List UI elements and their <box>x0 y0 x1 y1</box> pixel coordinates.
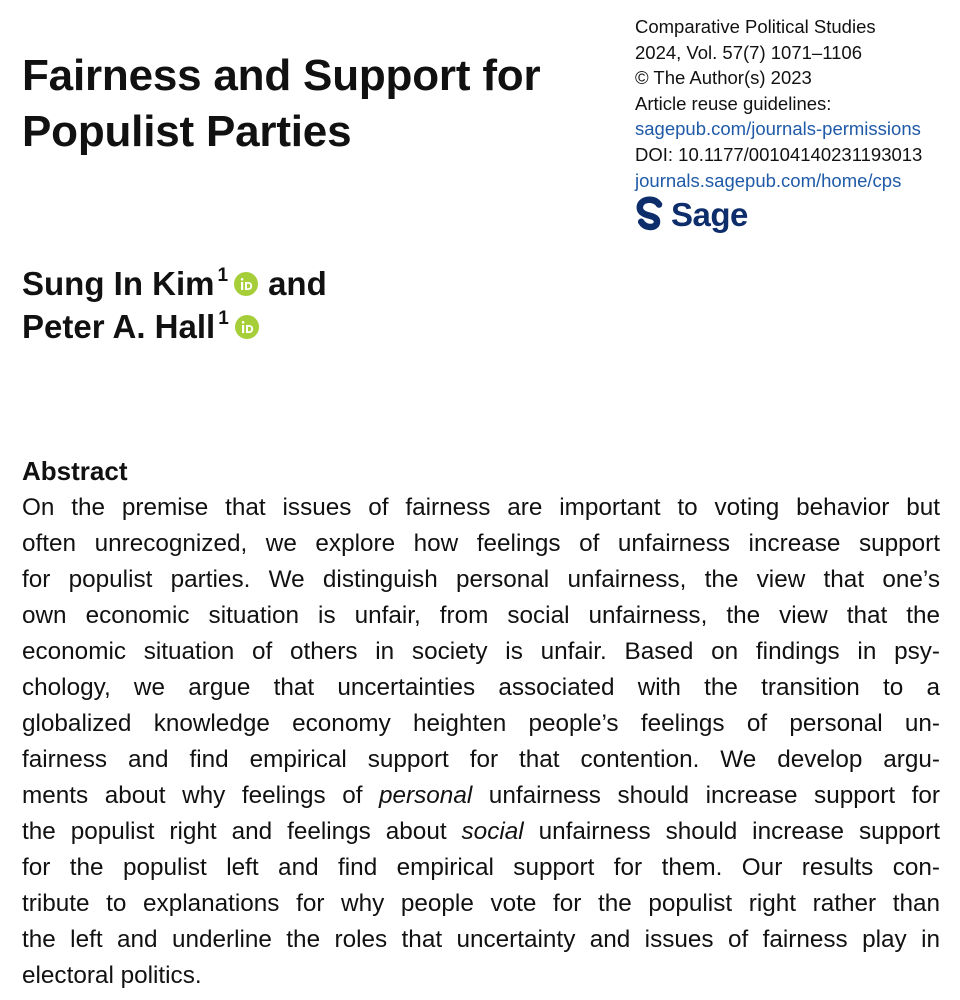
journal-metadata <box>635 14 955 193</box>
author-list <box>22 262 327 348</box>
abstract-line <box>22 562 940 598</box>
abstract-line <box>22 850 940 886</box>
abstract-line <box>22 886 940 922</box>
abstract-text: On the premise that issues of fairness are important to voting behavior but <box>22 494 940 521</box>
abstract-line <box>22 742 940 778</box>
abstract-line <box>22 814 940 850</box>
journal-name: Comparative Political Studies <box>635 16 876 37</box>
abstract-text: tribute to explanations for why people vote for the populist right rather than <box>22 890 940 917</box>
abstract-line <box>22 706 940 742</box>
doi: DOI: 10.1177/00104140231193013 <box>635 143 923 165</box>
abstract-line <box>22 490 940 526</box>
author-name: Sung In Kim <box>22 265 215 302</box>
abstract-line <box>22 598 940 634</box>
orcid-icon[interactable] <box>234 272 258 296</box>
author-row <box>22 262 327 305</box>
abstract-text: the populist right and feelings about <box>22 818 462 845</box>
abstract-text: for the populist left and find empirical support for them. Our results con- <box>22 854 940 881</box>
affiliation-marker: 1 <box>217 265 229 286</box>
abstract-heading: Abstract <box>22 456 128 486</box>
abstract-text: fairness and find empirical support for that contention. We develop argu- <box>22 746 940 773</box>
abstract-text: ments about why feelings of <box>22 782 380 809</box>
sage-logo <box>635 194 748 236</box>
article-title: Fairness and Support for Populist Parties <box>22 51 541 156</box>
orcid-icon[interactable] <box>235 315 259 339</box>
journal-home-link[interactable]: journals.sagepub.com/home/cps <box>635 169 902 191</box>
journal-issue: 2024, Vol. 57(7) 1071–1106 <box>635 41 862 63</box>
copyright-notice: © The Author(s) 2023 <box>635 67 812 89</box>
abstract-emphasis: personal <box>379 782 473 809</box>
abstract-text: unfairness should increase support for <box>472 782 941 809</box>
abstract-text: unfairness should increase support <box>523 818 940 845</box>
abstract-text: the left and underline the roles that uncertainty and issues of fairness play in <box>22 926 940 953</box>
permissions-link[interactable]: sagepub.com/journals-permissions <box>635 118 921 140</box>
abstract-line <box>22 634 940 670</box>
abstract-text: globalized knowledge economy heighten people’s feelings of personal un- <box>22 710 940 737</box>
abstract-emphasis: social <box>461 818 524 845</box>
abstract-text: often unrecognized, we explore how feelings of unfairness increase support <box>22 530 940 557</box>
affiliation-marker: 1 <box>218 308 229 329</box>
abstract-text: chology, we argue that uncertainties associated with the transition to a <box>22 674 940 701</box>
abstract-line <box>22 778 940 814</box>
abstract-text: for populist parties. We distinguish personal unfairness, the view that one’s <box>22 566 940 593</box>
author-connector: and <box>268 265 327 302</box>
abstract-text: own economic situation is unfair, from social unfairness, the view that the <box>22 602 940 629</box>
reuse-guidelines-label: Article reuse guidelines: <box>635 92 832 114</box>
abstract-body <box>22 490 940 994</box>
sage-s-logo-icon <box>635 195 665 235</box>
publisher-name: Sage <box>671 196 748 233</box>
abstract-text: economic situation of others in society is unfair. Based on findings in psy- <box>22 638 940 665</box>
abstract-line <box>22 958 940 994</box>
abstract-line <box>22 922 940 958</box>
abstract-line <box>22 526 940 562</box>
abstract-line <box>22 670 940 706</box>
abstract-text: electoral politics. <box>22 962 202 989</box>
author-row <box>22 305 327 348</box>
author-name: Peter A. Hall <box>22 308 216 345</box>
